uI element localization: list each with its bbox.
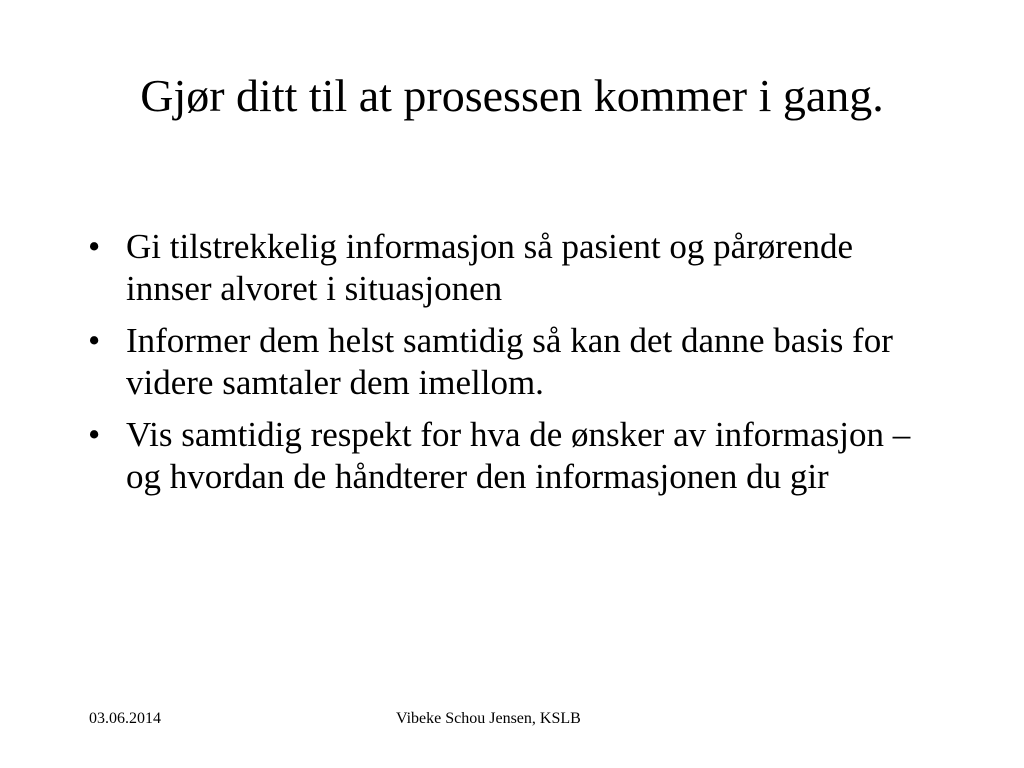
bullet-item bbox=[86, 226, 936, 310]
bullet-text: Informer dem helst samtidig så kan det danne basis for videre samtaler dem imellom. bbox=[126, 321, 893, 402]
bullet-item bbox=[86, 320, 936, 404]
footer-date: 03.06.2014 bbox=[89, 710, 161, 727]
bullet-text: Gi tilstrekkelig informasjon så pasient og pårørende innser alvoret i situasjonen bbox=[126, 227, 854, 308]
bullet-dot-icon: • bbox=[88, 415, 101, 454]
bullet-list bbox=[86, 226, 936, 508]
bullet-dot-icon: • bbox=[88, 227, 101, 266]
footer-author: Vibeke Schou Jensen, KSLB bbox=[396, 710, 581, 727]
bullet-dot-icon: • bbox=[88, 321, 101, 360]
bullet-text: Vis samtidig respekt for hva de ønsker av informasjon – og hvordan de håndterer den informasjonen du gir bbox=[126, 415, 911, 496]
bullet-item bbox=[86, 414, 936, 498]
slide-title: Gjør ditt til at prosessen kommer i gang. bbox=[140, 70, 884, 121]
